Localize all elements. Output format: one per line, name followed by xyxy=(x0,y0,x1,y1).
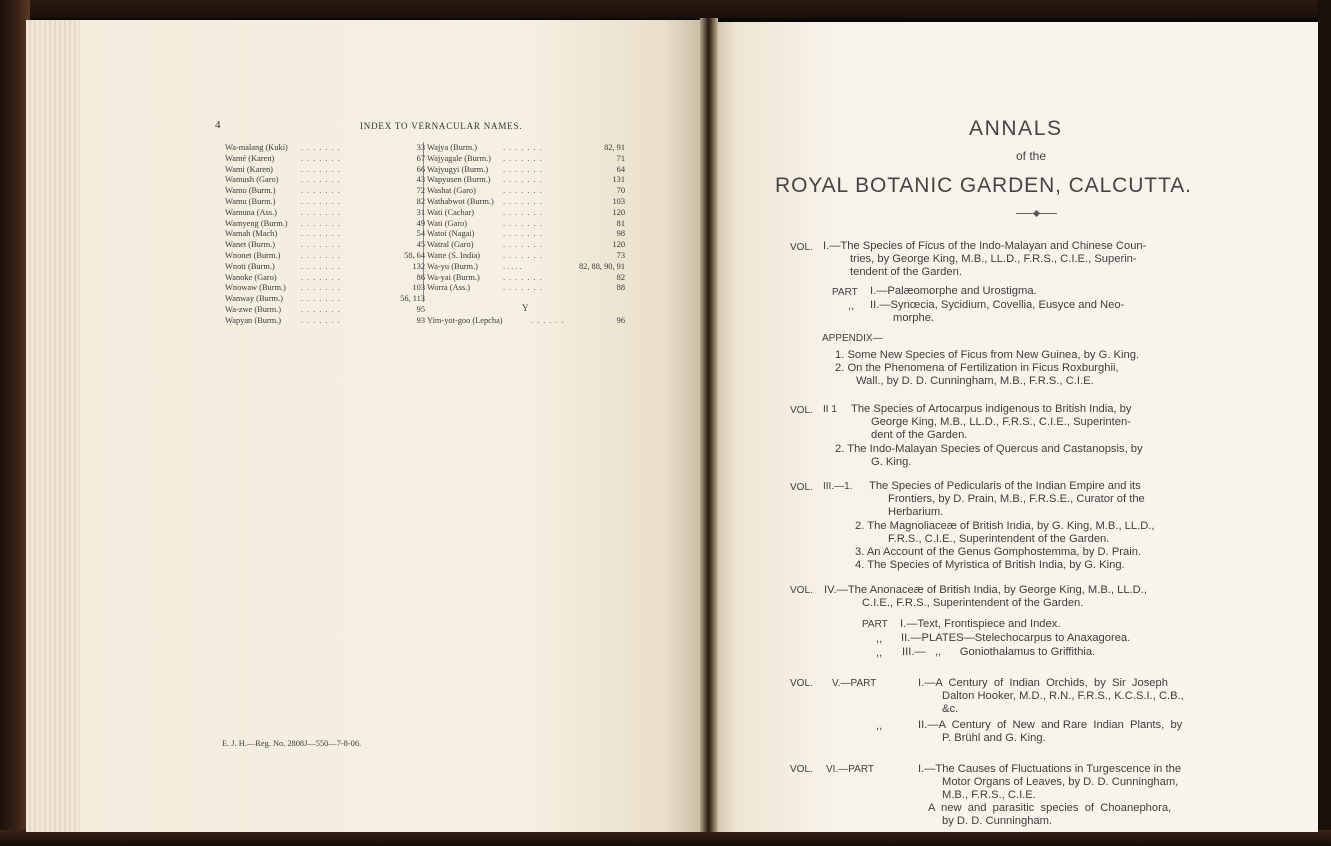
part-text: I.—Text, Frontispiece and Index. xyxy=(900,618,1061,630)
ditto-mark: ,, xyxy=(848,300,855,312)
vol-text: Dalton Hooker, M.D., R.N., F.R.S., K.C.S.I., C.B., xyxy=(942,690,1184,702)
vol-number: II 1 xyxy=(823,404,837,415)
part-label: PART xyxy=(862,619,888,630)
ditto-mark: ,, xyxy=(876,647,883,659)
vol-text: C.I.E., F.R.S., Superintendent of the Garden. xyxy=(862,597,1084,609)
running-header: INDEX TO VERNACULAR NAMES. xyxy=(360,121,523,131)
vol-label: VOL. xyxy=(790,405,813,416)
vol-label: VOL. xyxy=(790,482,813,493)
vol-label: VOL. xyxy=(790,585,813,596)
section-letter: Y xyxy=(522,303,529,313)
appendix-label: APPENDIX— xyxy=(822,333,883,344)
vol-label: VOL. xyxy=(790,242,813,253)
vol-text: 3. An Account of the Genus Gomphostemma, by D. Prain. xyxy=(855,546,1142,558)
vol-text: I.—The Species of Ficus of the Indo-Malayan and Chinese Coun- xyxy=(823,240,1147,252)
vol-text: by D. D. Cunningham. xyxy=(942,815,1053,827)
page-subtitle: ROYAL BOTANIC GARDEN, CALCUTTA. xyxy=(775,174,1192,197)
book-cover-right xyxy=(1318,0,1331,846)
vol-text: 2. The Indo-Malayan Species of Quercus and Castanopsis, by xyxy=(835,443,1143,455)
vol-text: G. King. xyxy=(871,456,912,468)
ditto-mark: ,, xyxy=(876,633,883,645)
vol-text: II.—A Century of New and Rare Indian Plants, by xyxy=(918,719,1183,731)
vol-text: I.—A Century of Indian Orchids, by Sir Joseph xyxy=(918,677,1168,689)
vol-text: A new and parasitic species of Choanephora, xyxy=(928,802,1172,814)
vol-text: George King, M.B., LL.D., F.R.S., C.I.E., Superinten- xyxy=(871,416,1131,428)
book-cover-bottom xyxy=(0,830,1331,846)
part-text: II.—Synœcia, Sycidium, Covellia, Eusyce and Neo- xyxy=(870,299,1125,311)
vol-text: 2. The Magnoliaceæ of British India, by G. King, M.B., LL.D., xyxy=(855,520,1155,532)
ditto-mark: ,, xyxy=(876,720,883,732)
printer-imprint: E. J. H.—Reg. No. 2808J—550—7-8-06. xyxy=(222,739,362,748)
vol-text: The Species of Artocarpus indigenous to British India, by xyxy=(851,403,1132,415)
page-title: ANNALS xyxy=(969,117,1063,140)
vol-text: Frontiers, by D. Prain, M.B., F.R.S.E., Curator of the xyxy=(888,493,1145,505)
appendix-item: 2. On the Phenomena of Fertilization in Ficus Roxburghii, xyxy=(835,362,1119,374)
vol-text: F.R.S., C.I.E., Superintendent of the Garden. xyxy=(888,533,1110,545)
vol-part-label: VI.—PART xyxy=(826,764,874,775)
appendix-item: Wall., by D. D. Cunningham, M.B., F.R.S., C.I.E. xyxy=(856,375,1094,387)
vol-part-label: V.—PART xyxy=(832,678,877,689)
vol-text: The Species of Pedicularis of the Indian Empire and its xyxy=(869,480,1141,492)
appendix-item: 1. Some New Species of Ficus from New Guinea, by G. King. xyxy=(835,349,1140,361)
page-stack-edges xyxy=(26,20,86,832)
page-number: 4 xyxy=(215,119,221,131)
vol-text: &c. xyxy=(942,703,959,715)
vol-text: 4. The Species of Myristica of British India, by G. King. xyxy=(855,559,1125,571)
vol-text: M.B., F.R.S., C.I.E. xyxy=(942,789,1036,801)
vol-label: VOL. xyxy=(790,678,813,689)
left-page xyxy=(80,20,708,832)
part-text: I.—Palæomorphe and Urostigma. xyxy=(870,285,1037,297)
vol-text: Herbarium. xyxy=(888,506,944,518)
title-connector: of the xyxy=(1016,149,1047,163)
vol-text: I.—The Causes of Fluctuations in Turgescence in the xyxy=(918,763,1182,775)
part-text: II.—PLATES—Stelechocarpus to Anaxagorea. xyxy=(901,632,1131,644)
book-cover-top xyxy=(0,0,1331,18)
part-text: III.— ,, Goniothalamus to Griffithia. xyxy=(902,646,1096,658)
vol-text: Motor Organs of Leaves, by D. D. Cunningham, xyxy=(942,776,1179,788)
vol-text: tries, by George King, M.B., LL.D., F.R.S., C.I.E., Superin- xyxy=(850,253,1137,265)
part-label: PART xyxy=(832,287,858,298)
vol-number: III.—1. xyxy=(823,481,853,492)
part-text: morphe. xyxy=(893,312,935,324)
vol-text: dent of the Garden. xyxy=(871,429,968,441)
vol-text: P. Brühl and G. King. xyxy=(942,732,1046,744)
book-gutter xyxy=(700,18,718,832)
vol-text: IV.—The Anonaceæ of British India, by George King, M.B., LL.D., xyxy=(824,584,1147,596)
vol-label: VOL. xyxy=(790,764,813,775)
vol-text: tendent of the Garden. xyxy=(850,266,962,278)
